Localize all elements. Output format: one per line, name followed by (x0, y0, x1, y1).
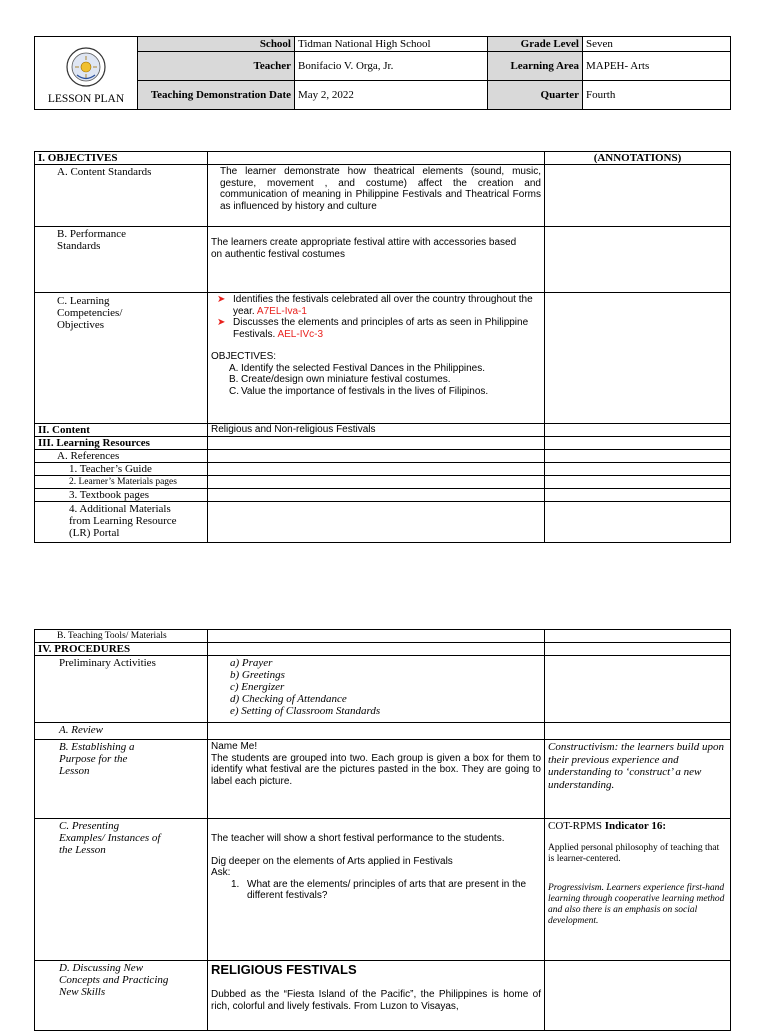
presenting-text-2: Dig deeper on the elements of Arts applied in Festivals (211, 855, 453, 867)
procedures-heading: IV. PROCEDURES (35, 643, 208, 656)
teacher-value: Bonifacio V. Orga, Jr. (295, 52, 488, 81)
logo-cell (35, 37, 138, 110)
cot-annotation-cell (545, 819, 731, 961)
presenting-label: C. Presenting Examples/ Instances of the Lesson (35, 819, 208, 961)
objective-item: A. Identify the selected Festival Dances in the Philippines. (229, 362, 486, 374)
purpose-text: The students are grouped into two. Each group is given a box for them to identify what festival are the pictures pasted in the box. They are going to label each picture. (211, 752, 541, 787)
objectives-table (34, 151, 731, 543)
performance-text-line1: The learners create appropriate festival attire with accessories based (211, 237, 517, 248)
performance-standards-text (208, 227, 545, 293)
content-label: II. Content (35, 424, 208, 437)
date-label: Teaching Demonstration Date (138, 81, 295, 110)
preliminary-item: d) Checking of Attendance (230, 693, 347, 705)
annotations-heading: (ANNOTATIONS) (545, 152, 731, 165)
preliminary-label: Preliminary Activities (35, 656, 208, 723)
school-label: School (138, 37, 295, 52)
quarter-label: Quarter (488, 81, 583, 110)
competencies-cell (208, 293, 545, 424)
cot-prefix: COT-RPMS (548, 820, 603, 832)
preliminary-item: a) Prayer (230, 657, 273, 669)
purpose-cell (208, 740, 545, 819)
objectives-subheading: OBJECTIVES: (211, 351, 277, 362)
objective-text: Value the importance of festivals in the lives of Filipinos. (241, 385, 489, 397)
objective-text: Identify the selected Festival Dances in the Philippines. (241, 362, 486, 374)
review-label: A. Review (35, 723, 208, 740)
date-value: May 2, 2022 (295, 81, 488, 110)
preliminary-item: e) Setting of Classroom Standards (230, 705, 381, 717)
competency-code: A7EL-Iva-1 (256, 305, 307, 317)
competency-item (233, 294, 541, 317)
lesson-plan-label: LESSON PLAN (47, 93, 125, 105)
learning-area-value: MAPEH- Arts (583, 52, 731, 81)
purpose-title: Name Me! (211, 741, 258, 752)
objective-item: C. Value the importance of festivals in the lives of Filipinos. (229, 385, 489, 397)
competency-code: AEL-IVc-3 (277, 328, 324, 340)
learning-resources-label: III. Learning Resources (35, 437, 208, 450)
constructivism-annotation: Constructivism: the learners build upon their previous experience and understanding to ‘construct’ a new understanding. (545, 740, 731, 819)
content-standards-text: The learner demonstrate how theatrical elements (sound, music, gesture, movement , and costume) affect the creation and communication of meaning in Philippine Festivals and Theatrical Forms as influenced by history and culture (208, 165, 545, 227)
learning-area-label: Learning Area (488, 52, 583, 81)
teaching-tools-label: B. Teaching Tools/ Materials (35, 630, 208, 643)
objectives-list (211, 363, 541, 398)
quarter-value: Fourth (583, 81, 731, 110)
competencies-label: C. Learning Competencies/ Objectives (35, 293, 208, 424)
competency-text: Identifies the festivals celebrated all over the country throughout the year. (233, 294, 533, 317)
objective-item: B. Create/design own miniature festival costumes. (229, 374, 451, 385)
purpose-label: B. Establishing a Purpose for the Lesson (35, 740, 208, 819)
discussing-label: D. Discussing New Concepts and Practicing New Skills (35, 961, 208, 1031)
content-value: Religious and Non-religious Festivals (208, 424, 545, 437)
objectives-heading: I. OBJECTIVES (35, 152, 208, 165)
preliminary-list (208, 656, 545, 723)
learners-materials-label: 2. Learner’s Materials pages (35, 476, 208, 489)
deped-seal-icon (66, 47, 106, 87)
additional-materials-label: 4. Additional Materials from Learning Resource (LR) Portal (35, 502, 208, 543)
preliminary-item: c) Energizer (230, 681, 285, 693)
presenting-text-1: The teacher will show a short festival performance to the students. (211, 833, 505, 844)
references-label: A. References (35, 450, 208, 463)
religious-festivals-heading: RELIGIOUS FESTIVALS (211, 962, 357, 977)
teacher-label: Teacher (138, 52, 295, 81)
objective-text: Create/design own miniature festival costumes. (241, 374, 451, 385)
cot-indicator: Indicator 16: (604, 820, 666, 832)
presenting-question: 1. What are the elements/ principles of arts that are present in the different festivals? (211, 879, 541, 902)
performance-text-line2: on authentic festival costumes (211, 248, 345, 260)
presenting-question-text: What are the elements/ principles of arts that are present in the different festivals? (247, 878, 527, 901)
progressivism-annotation: Progressivism. Learners experience first-hand learning through cooperative learning method and also there is an emphasis on social development. (548, 883, 725, 926)
teachers-guide-label: 1. Teacher’s Guide (35, 463, 208, 476)
presenting-cell (208, 819, 545, 961)
performance-standards-label: B. Performance Standards (35, 227, 208, 293)
procedures-table (34, 629, 731, 1031)
competency-text: Discusses the elements and principles of arts as seen in Philippine Festivals. (233, 317, 529, 340)
grade-level-label: Grade Level (488, 37, 583, 52)
competency-item (233, 317, 541, 340)
textbook-pages-label: 3. Textbook pages (35, 489, 208, 502)
header-table (34, 36, 731, 110)
content-standards-label: A. Content Standards (35, 165, 208, 227)
school-value: Tidman National High School (295, 37, 488, 52)
preliminary-item: b) Greetings (230, 669, 285, 681)
discussing-cell (208, 961, 545, 1031)
religious-festivals-text: Dubbed as the “Fiesta Island of the Pacific”, the Philippines is home of rich, colorful and lively festivals. From Luzon to Visayas, (211, 989, 541, 1012)
cot-text: Applied personal philosophy of teaching that is learner-centered. (548, 843, 720, 864)
grade-level-value: Seven (583, 37, 731, 52)
presenting-ask: Ask: (211, 867, 231, 878)
